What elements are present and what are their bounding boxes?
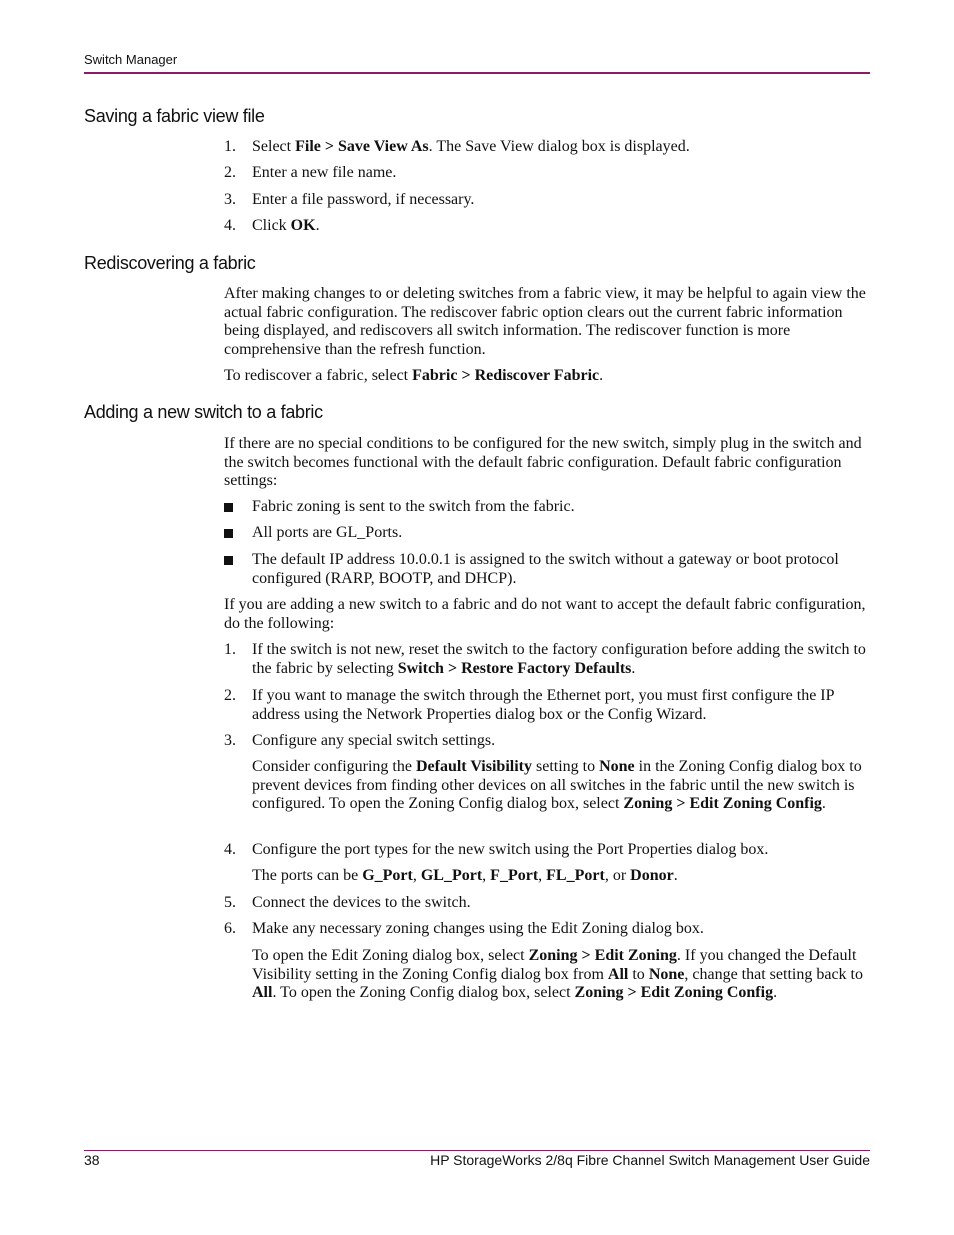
step-number: 1.: [224, 138, 236, 155]
step-number: 3.: [224, 732, 236, 749]
step-number: 1.: [224, 641, 236, 658]
step-item: [224, 894, 870, 913]
bullet-text: All ports are GL_Ports.: [252, 524, 403, 541]
step-item: [224, 217, 870, 236]
bullet-item: [224, 524, 870, 543]
step-note: Consider configuring the Default Visibility setting to None in the Zoning Config dialog box to prevent devices from finding other devices on all switches in the fabric until the new switch is configured. To open the Zoning Config dialog box, select Zoning > Edit Zoning Config.: [252, 758, 862, 813]
page-number: 38: [84, 1152, 100, 1168]
step-note: To open the Edit Zoning dialog box, select Zoning > Edit Zoning. If you changed the Default Visibility setting in the Zoning Config dialog box from All to None, change that setting back to All. To open the Zoning Config dialog box, select Zoning > Edit Zoning Config.: [252, 947, 863, 1002]
step-text: Make any necessary zoning changes using the Edit Zoning dialog box.: [252, 920, 704, 937]
step-text: Enter a file password, if necessary.: [252, 191, 475, 208]
footer-rule: [84, 1150, 870, 1151]
bullet-square-icon: [224, 503, 233, 512]
step-number: 2.: [224, 687, 236, 704]
step-item: [224, 641, 870, 678]
section-heading-rediscovering: Rediscovering a fabric: [84, 253, 256, 273]
step-item: [224, 191, 870, 210]
bullet-square-icon: [224, 529, 233, 538]
step-note: The ports can be G_Port, GL_Port, F_Port, FL_Port, or Donor.: [252, 867, 678, 884]
body-paragraph: After making changes to or deleting switches from a fabric view, it may be helpful to again view the actual fabric configuration. The rediscover fabric option clears out the current fabric information being displayed, and rediscovers all switch information. The rediscover function is more comprehensive than the refresh function.: [224, 285, 866, 358]
step-text: Select File > Save View As. The Save View dialog box is displayed.: [252, 138, 690, 155]
step-number: 6.: [224, 920, 236, 937]
step-item: [224, 732, 870, 751]
bullet-square-icon: [224, 556, 233, 565]
step-item: [224, 138, 870, 157]
bullet-item: [224, 551, 870, 588]
step-item: [224, 920, 870, 939]
step-number: 5.: [224, 894, 236, 911]
step-number: 4.: [224, 841, 236, 858]
section-heading-saving: Saving a fabric view file: [84, 106, 265, 126]
body-paragraph: If you are adding a new switch to a fabric and do not want to accept the default fabric configuration, do the following:: [224, 596, 866, 632]
bullet-text: Fabric zoning is sent to the switch from the fabric.: [252, 498, 575, 515]
step-text: Configure any special switch settings.: [252, 732, 496, 749]
step-number: 2.: [224, 164, 236, 181]
step-text: If the switch is not new, reset the switch to the factory configuration before adding the switch to the fabric by selecting Switch > Restore Factory Defaults.: [252, 641, 866, 677]
step-text: Enter a new file name.: [252, 164, 397, 181]
body-paragraph: If there are no special conditions to be configured for the new switch, simply plug in the switch and the switch becomes functional with the default fabric configuration. Default fabric configuration settings:: [224, 435, 862, 490]
step-number: 3.: [224, 191, 236, 208]
body-paragraph: To rediscover a fabric, select Fabric > Rediscover Fabric.: [224, 367, 604, 384]
step-item: [224, 841, 870, 860]
bullet-item: [224, 498, 870, 517]
running-header: Switch Manager: [84, 52, 178, 67]
bullet-text: The default IP address 10.0.0.1 is assigned to the switch without a gateway or boot protocol configured (RARP, BOOTP, and DHCP).: [252, 551, 839, 587]
step-item: [224, 687, 870, 724]
step-text: Click OK.: [252, 217, 320, 234]
section-heading-adding-switch: Adding a new switch to a fabric: [84, 402, 323, 422]
step-text: Connect the devices to the switch.: [252, 894, 471, 911]
step-text: If you want to manage the switch through the Ethernet port, you must first configure the IP address using the Network Properties dialog box or the Config Wizard.: [252, 687, 834, 723]
step-number: 4.: [224, 217, 236, 234]
step-text: Configure the port types for the new switch using the Port Properties dialog box.: [252, 841, 769, 858]
document-title: HP StorageWorks 2/8q Fibre Channel Switch Management User Guide: [430, 1152, 870, 1168]
header-rule: [84, 72, 870, 74]
step-item: [224, 164, 870, 183]
